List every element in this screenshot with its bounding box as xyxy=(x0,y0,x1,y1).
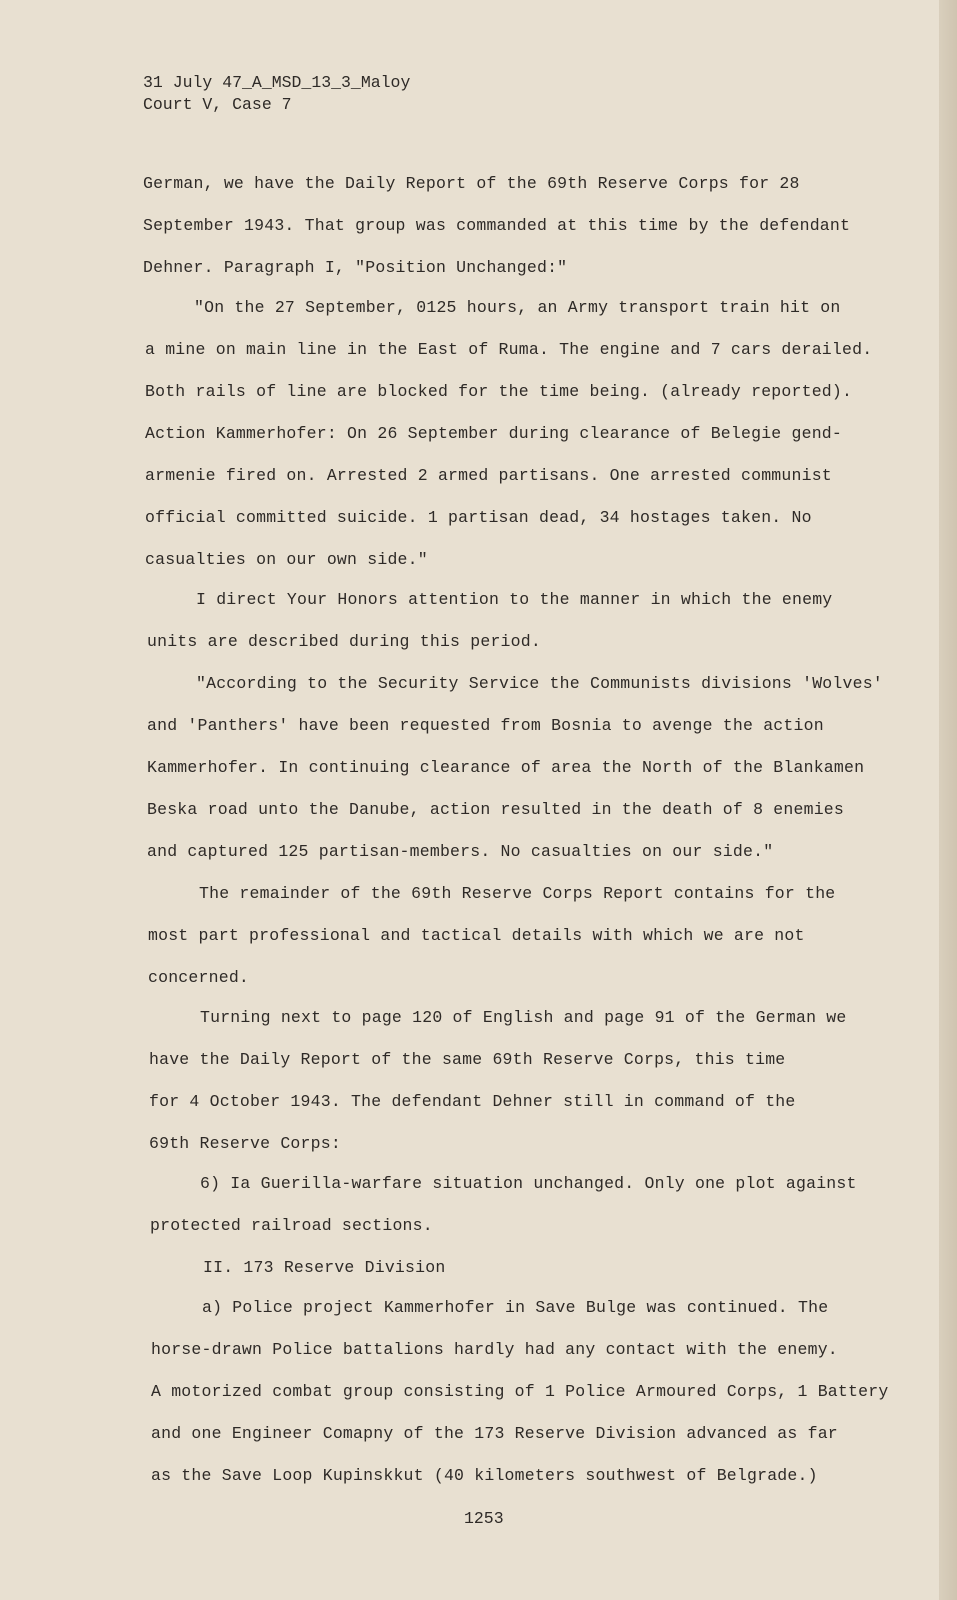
body-line: official committed suicide. 1 partisan dead, 34 hostages taken. No xyxy=(145,508,812,527)
body-line: September 1943. That group was commanded at this time by the defendant xyxy=(143,216,851,235)
body-line: have the Daily Report of the same 69th Reserve Corps, this time xyxy=(149,1050,786,1069)
body-line: 6) Ia Guerilla-warfare situation unchanged. Only one plot against xyxy=(200,1174,857,1193)
body-line: "According to the Security Service the Communists divisions 'Wolves' xyxy=(196,674,883,693)
body-line: armenie fired on. Arrested 2 armed partisans. One arrested communist xyxy=(145,466,832,485)
body-line: Action Kammerhofer: On 26 September during clearance of Belegie gend- xyxy=(145,424,843,443)
body-line: protected railroad sections. xyxy=(150,1216,433,1235)
body-line: and 'Panthers' have been requested from Bosnia to avenge the action xyxy=(147,716,824,735)
body-line: and one Engineer Comapny of the 173 Reserve Division advanced as far xyxy=(151,1424,838,1443)
body-line: Beska road unto the Danube, action resulted in the death of 8 enemies xyxy=(147,800,845,819)
body-line: A motorized combat group consisting of 1 Police Armoured Corps, 1 Battery xyxy=(151,1382,889,1401)
header-court-case: Court V, Case 7 xyxy=(143,95,292,114)
body-line: as the Save Loop Kupinskkut (40 kilometers southwest of Belgrade.) xyxy=(151,1466,818,1485)
body-line: horse-drawn Police battalions hardly had any contact with the enemy. xyxy=(151,1340,838,1359)
body-line: Dehner. Paragraph I, "Position Unchanged:" xyxy=(143,258,568,277)
page-number: 1253 xyxy=(464,1509,504,1528)
body-line: The remainder of the 69th Reserve Corps Report contains for the xyxy=(199,884,836,903)
header-reference: 31 July 47_A_MSD_13_3_Maloy xyxy=(143,73,411,92)
document-header xyxy=(143,72,410,116)
body-line: and captured 125 partisan-members. No casualties on our side." xyxy=(147,842,774,861)
body-line: German, we have the Daily Report of the 69th Reserve Corps for 28 xyxy=(143,174,800,193)
body-line: 69th Reserve Corps: xyxy=(149,1134,341,1153)
body-line: most part professional and tactical details with which we are not xyxy=(148,926,805,945)
body-line: "On the 27 September, 0125 hours, an Army transport train hit on xyxy=(194,298,841,317)
body-line: concerned. xyxy=(148,968,250,987)
body-line: a mine on main line in the East of Ruma. The engine and 7 cars derailed. xyxy=(145,340,873,359)
body-line: casualties on our own side." xyxy=(145,550,428,569)
body-line: Kammerhofer. In continuing clearance of area the North of the Blankamen xyxy=(147,758,865,777)
body-line: a) Police project Kammerhofer in Save Bulge was continued. The xyxy=(202,1298,829,1317)
body-line: Both rails of line are blocked for the time being. (already reported). xyxy=(145,382,853,401)
body-line: units are described during this period. xyxy=(147,632,541,651)
section-heading: II. 173 Reserve Division xyxy=(203,1258,446,1277)
body-line: Turning next to page 120 of English and page 91 of the German we xyxy=(200,1008,847,1027)
body-line: for 4 October 1943. The defendant Dehner still in command of the xyxy=(149,1092,796,1111)
body-line: I direct Your Honors attention to the manner in which the enemy xyxy=(196,590,833,609)
